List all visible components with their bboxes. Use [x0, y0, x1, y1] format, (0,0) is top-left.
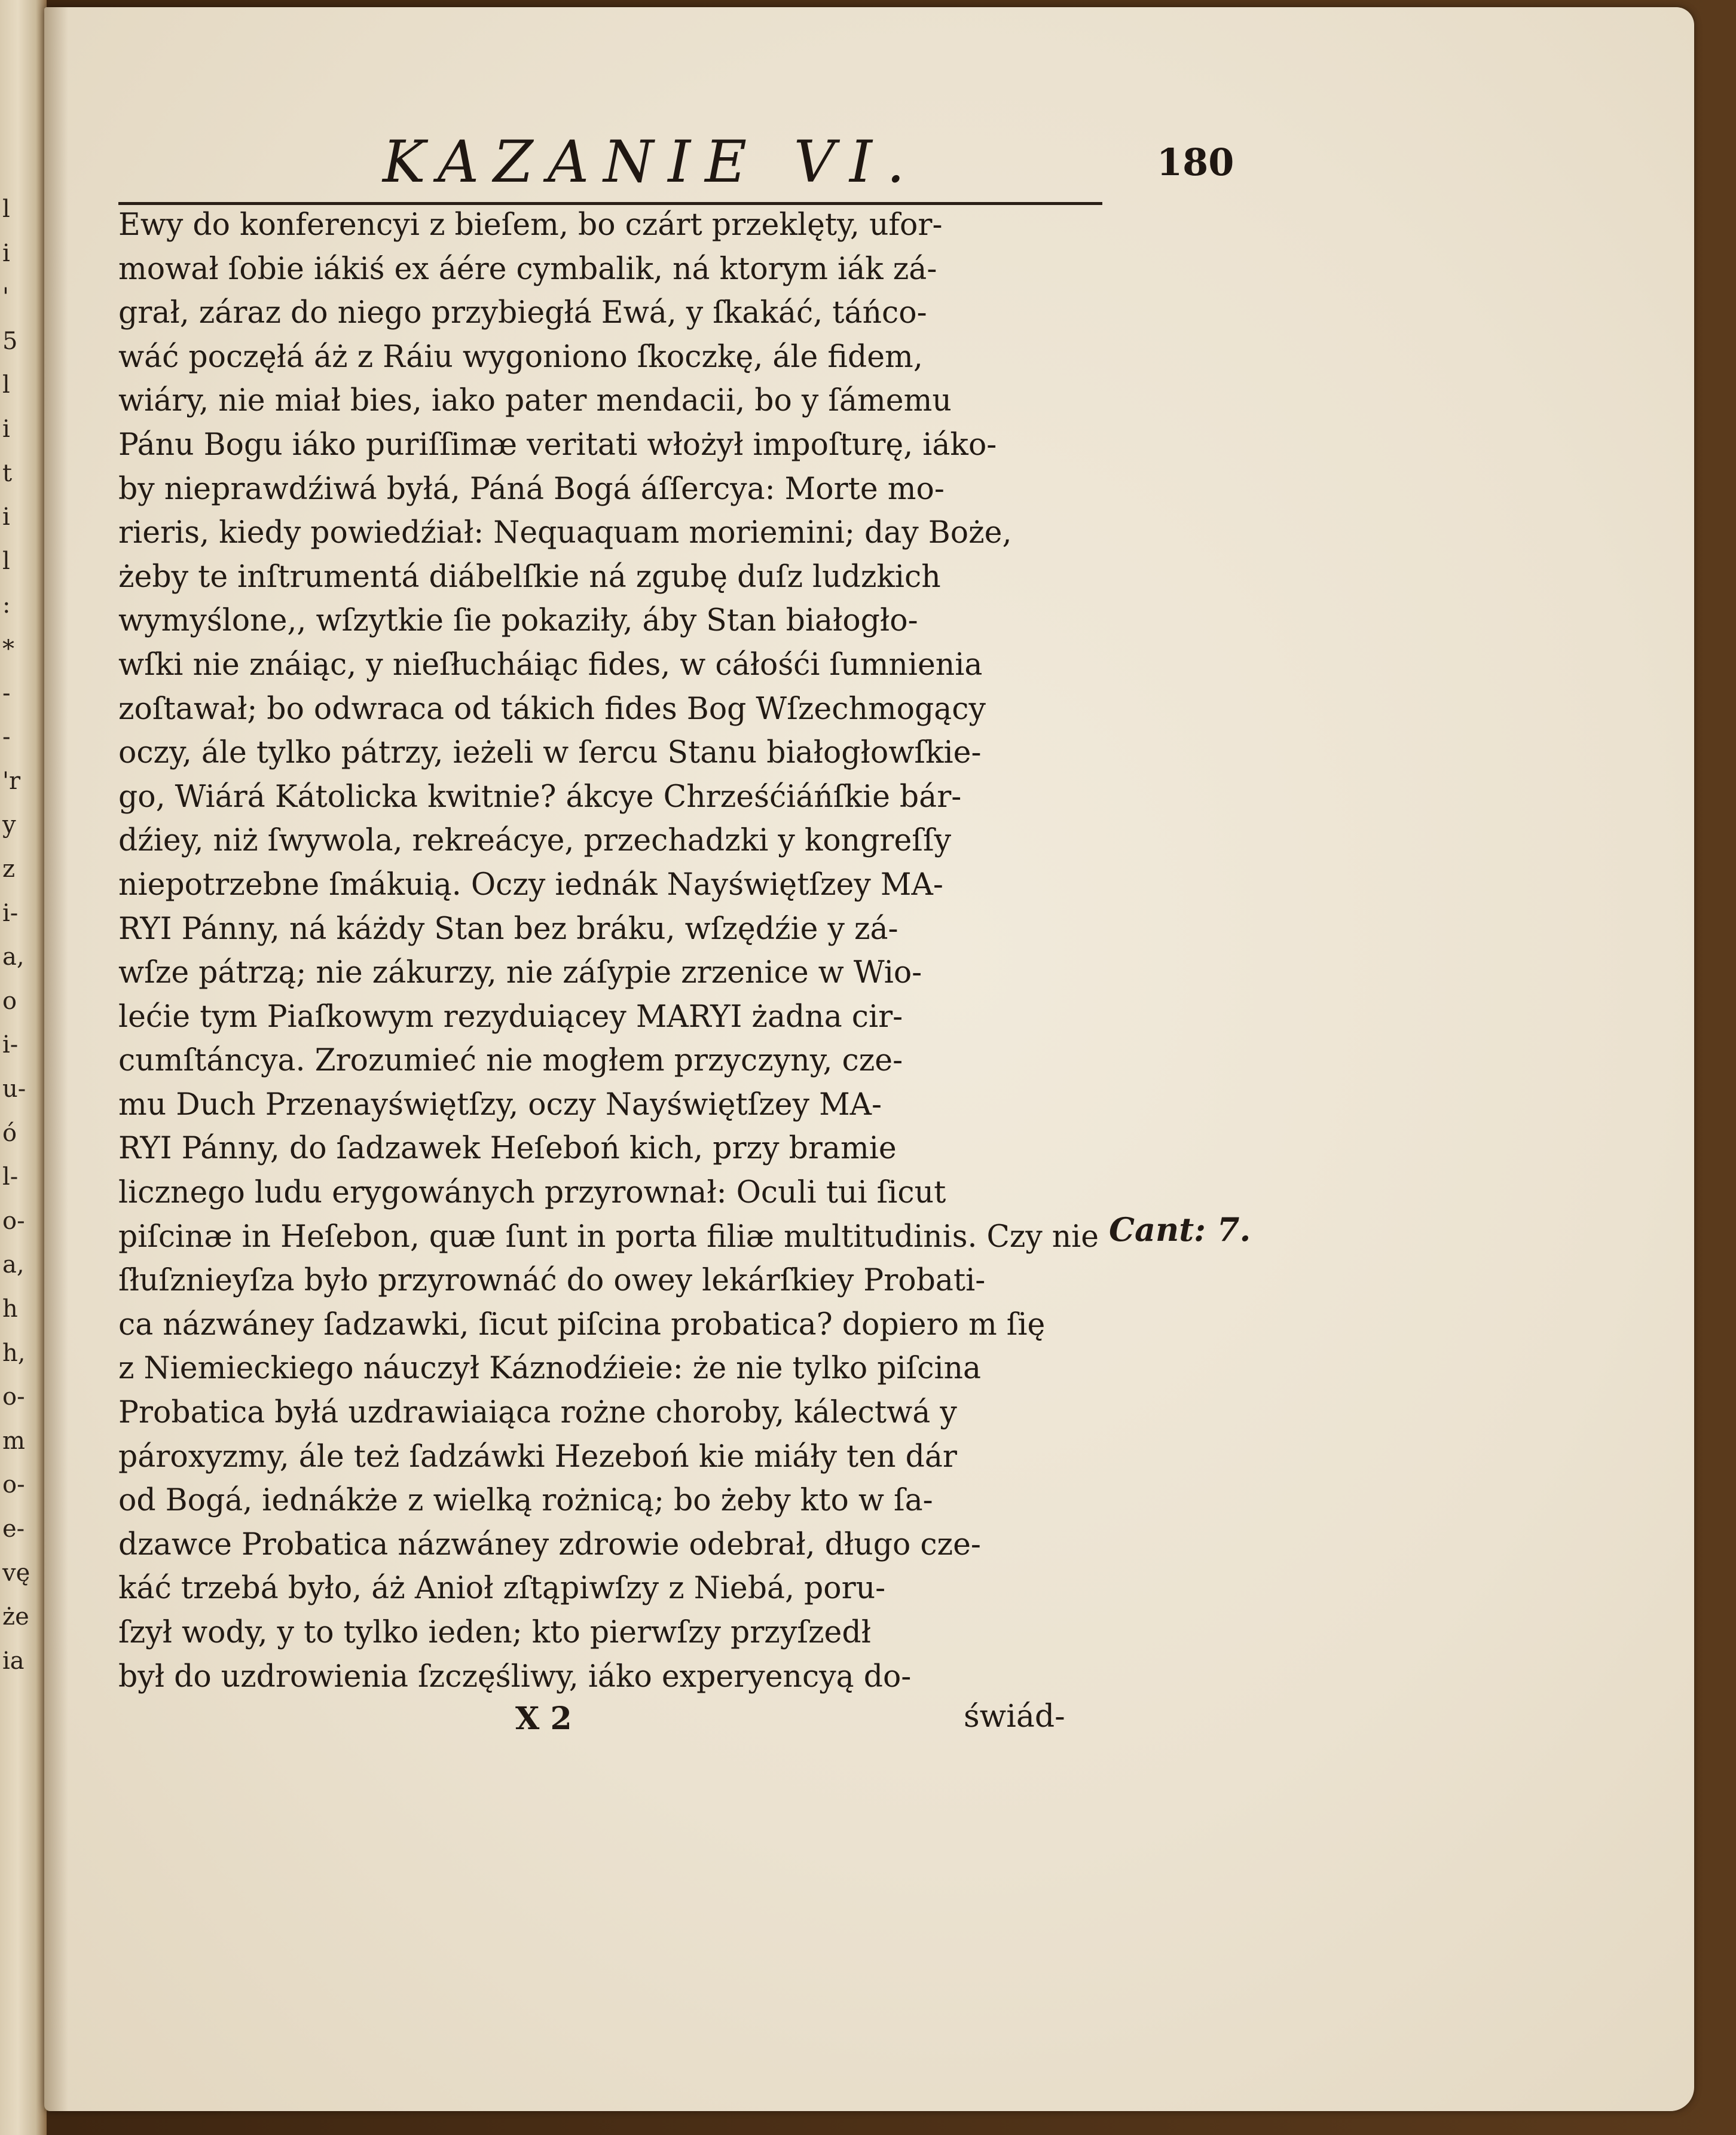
facing-page-fragment: t [2, 459, 13, 487]
text-line: żeby te inſtrumentá diábelſkie ná zgubę duſz ludzkich [118, 559, 941, 595]
text-line: ſzył wody, y to tylko ieden; kto pierwſzy przyſzedł [118, 1615, 871, 1650]
facing-page-fragment: i [2, 239, 10, 267]
facing-page-fragment: i [2, 503, 10, 531]
text-line: wiáry, nie miał bies, iako pater mendacii, bo y ſámemu [118, 383, 952, 419]
text-line: Ewy do konferencyi z bieſem, bo czárt przeklęty, ufor- [118, 207, 943, 243]
facing-page-fragment: 5 [2, 327, 18, 355]
text-line: mu Duch Przenayświętſzy, oczy Nayświętſzey MA- [118, 1087, 882, 1122]
body-text [118, 203, 1111, 1699]
facing-page-fragment: h, [2, 1339, 26, 1367]
facing-page-fragment: a, [2, 943, 25, 971]
text-line: ca názwáney ſadzawki, ſicut piſcina probatica? dopiero m ſię [118, 1307, 1046, 1342]
text-line: z Niemieckiego náuczył Káznodźieie: że nie tylko piſcina [118, 1351, 982, 1387]
text-line: wſze pátrzą; nie zákurzy, nie záſypie zrzenice w Wio- [118, 955, 922, 991]
text-line: wymyślone,, wſzytkie ſie pokaziły, áby Stan białogło- [118, 603, 918, 639]
facing-page-fragment: h [2, 1295, 18, 1323]
text-line: lećie tym Piaſkowym rezyduiącey MARYI żadna cir- [118, 999, 903, 1035]
facing-page-fragment: z [2, 855, 16, 883]
facing-page-fragment: * [2, 635, 14, 663]
text-line: zoſtawał; bo odwraca od tákich fides Bog Wſzechmogący [118, 691, 986, 727]
facing-page-fragment: a, [2, 1251, 25, 1279]
facing-page-fragment: o- [2, 1471, 25, 1499]
text-line: RYI Pánny, ná káżdy Stan bez bráku, wſzędźie y zá- [118, 911, 898, 947]
text-line: dzawce Probatica názwáney zdrowie odebrał, długo cze- [118, 1527, 981, 1562]
facing-page-fragment: l [2, 371, 10, 399]
text-line: by nieprawdźiwá byłá, Páná Bogá áſſercya: Morte mo- [118, 471, 945, 507]
text-line: Pánu Bogu iáko puriſſimæ veritati włożył impoſturę, iáko- [118, 427, 997, 463]
facing-page-fragment: ia [2, 1647, 25, 1675]
text-line: dźiey, niż ſwywola, rekreácye, przechadzki y kongreſſy [118, 823, 952, 859]
facing-page-fragment: vę [2, 1559, 30, 1587]
facing-page-fragment: ó [2, 1119, 17, 1147]
facing-page-fragment: i- [2, 899, 19, 927]
facing-page-fragment: y [2, 811, 16, 839]
facing-page-fragment: o- [2, 1383, 25, 1411]
text-line: Probatica byłá uzdrawiaiąca rożne choroby, kálectwá y [118, 1395, 957, 1431]
margin-note: Cant: 7. [1109, 1210, 1251, 1249]
facing-page-fragment: i [2, 415, 10, 443]
facing-page-fragment: - [2, 679, 11, 707]
catchword: świád- [964, 1699, 1065, 1735]
text-line: cumſtáncya. Zrozumieć nie mogłem przyczyny, cze- [118, 1043, 903, 1079]
facing-page-fragment: o- [2, 1207, 25, 1235]
text-line: od Bogá, iednákże z wielką rożnicą; bo żeby kto w ſa- [118, 1483, 933, 1519]
facing-page-fragment: i- [2, 1031, 19, 1059]
signature-mark: X 2 [515, 1700, 572, 1737]
facing-page-fragment: m [2, 1427, 25, 1455]
text-line: mował ſobie iákiś ex áére cymbalik, ná ktorym iák zá- [118, 251, 937, 287]
text-line: niepotrzebne ſmákuią. Oczy iednák Nayświętſzey MA- [118, 867, 943, 903]
facing-page-fragment: - [2, 723, 11, 751]
facing-page-fragment: u- [2, 1075, 26, 1103]
facing-page-fragment: l [2, 195, 10, 223]
text-line: ſłuſznieyſza było przyrownáć do owey lekárſkiey Probati- [118, 1263, 986, 1299]
facing-page-fragment: 'r [2, 767, 21, 795]
text-line: piſcinæ in Heſebon, quæ ſunt in porta filiæ multitudinis. Czy nie [118, 1219, 1099, 1255]
text-line: káć trzebá było, áż Anioł zſtąpiwſzy z Niebá, poru- [118, 1571, 886, 1607]
facing-page-fragment: : [2, 591, 11, 619]
facing-page-edge [0, 0, 47, 2135]
facing-page-fragment: l- [2, 1163, 19, 1191]
text-line: oczy, ále tylko pátrzy, ieżeli w ſercu Stanu białogłowſkie- [118, 735, 982, 771]
text-line: pároxyzmy, ále też ſadzáwki Hezeboń kie miáły ten dár [118, 1439, 957, 1475]
facing-page-fragment: l [2, 547, 10, 575]
facing-page-fragment: że [2, 1603, 29, 1631]
facing-page-fragment: o [2, 987, 17, 1015]
page-number: 180 [1157, 140, 1234, 184]
text-line: był do uzdrowienia ſzczęśliwy, iáko experyencyą do- [118, 1659, 912, 1694]
facing-page-fragment: ' [2, 283, 9, 311]
page-gutter-shadow [44, 7, 68, 2111]
text-line: wſki nie znáiąc, y nieſłucháiąc fides, w cáłośći ſumnienia [118, 647, 983, 683]
page-header [383, 129, 1100, 200]
text-line: RYI Pánny, do ſadzawek Heſeboń kich, przy bramie [118, 1131, 897, 1167]
running-title: KAZANIE VI. [383, 129, 919, 195]
text-line: wáć poczęłá áż z Ráiu wygoniono ſkoczkę, ále fidem, [118, 339, 923, 375]
facing-page-fragment: e- [2, 1515, 25, 1543]
text-line: grał, záraz do niego przybiegłá Ewá, y ſkakáć, táńco- [118, 295, 927, 331]
text-line: rieris, kiedy powiedźiał: Nequaquam moriemini; day Boże, [118, 515, 1012, 551]
text-line: go, Wiárá Kátolicka kwitnie? ákcye Chrześćiáńſkie bár- [118, 779, 962, 815]
text-line: licznego ludu erygowánych przyrownał: Oculi tui ſicut [118, 1175, 946, 1211]
